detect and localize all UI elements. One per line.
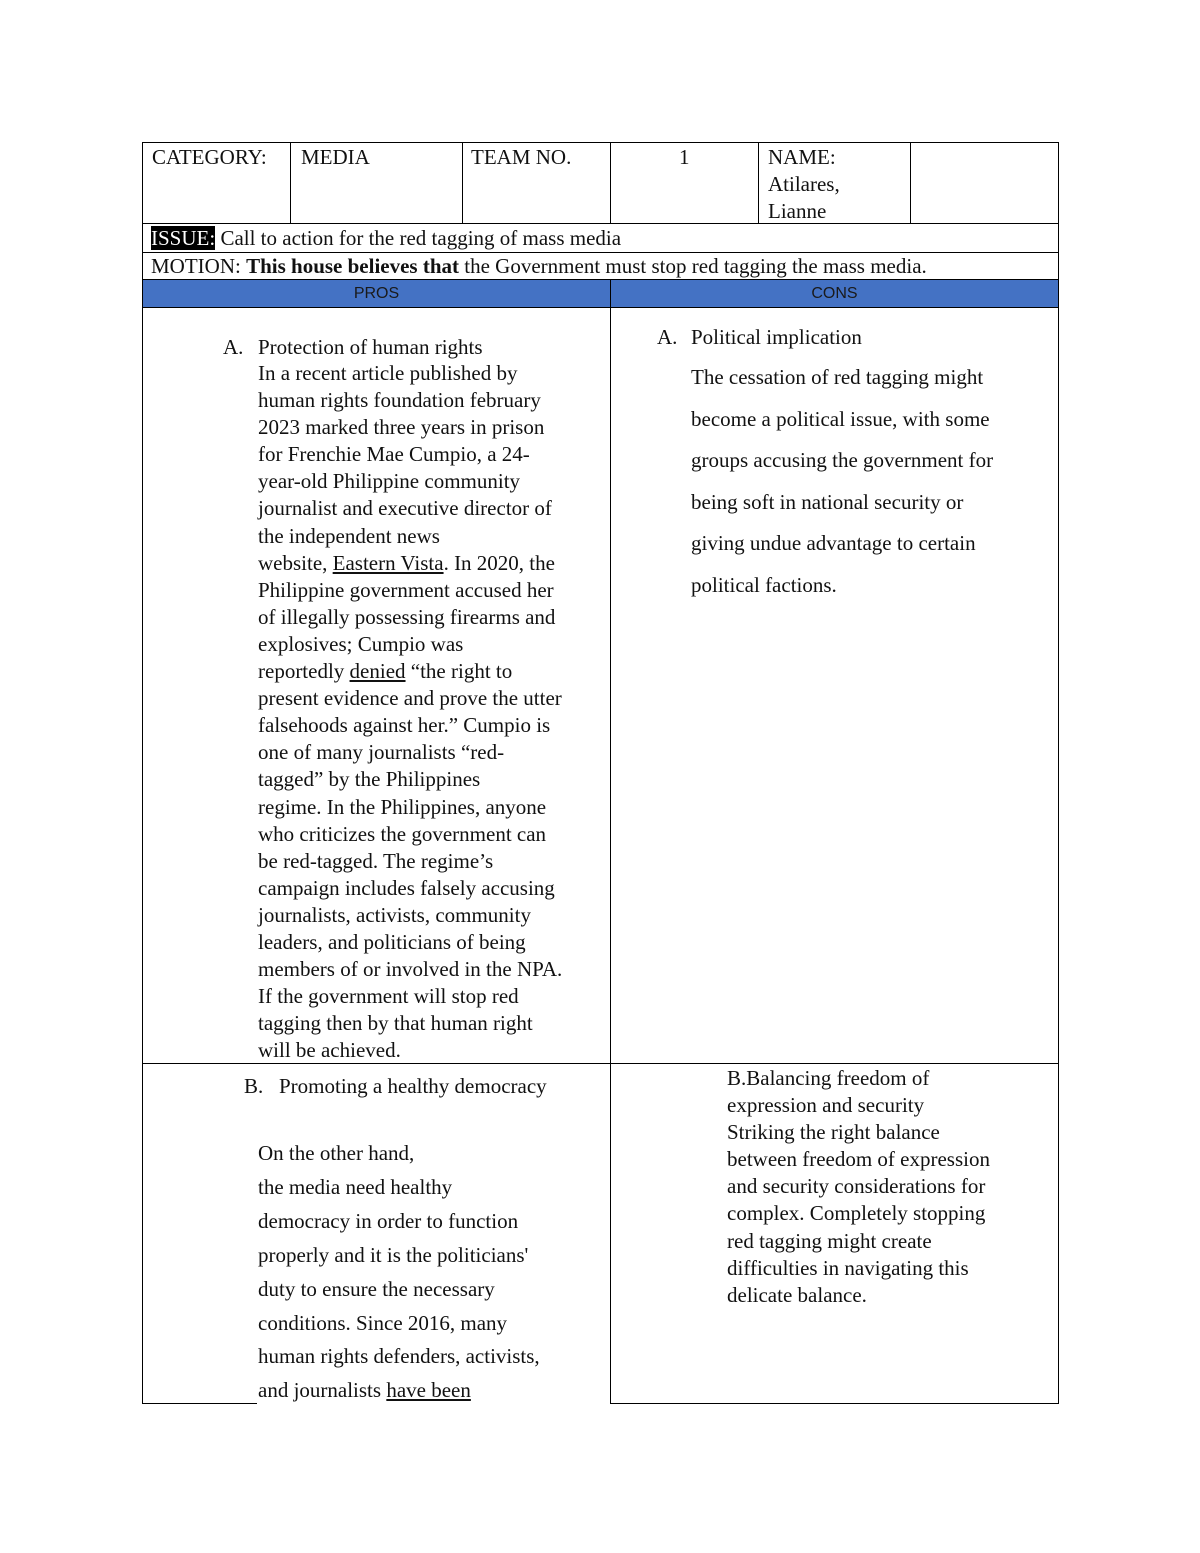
cons-b-body: B.Balancing freedom of expression and security Striking the right balance between freedom of expression and security considerations for complex. Completely stopping red tagging might create difficulties in navigating this delicate balance. [727,1066,990,1307]
motion-bold: This house believes that [246,254,460,278]
category-label: CATEGORY: [152,145,267,169]
pros-a-body-2: . In 2020, the Philippine government accused her of illegally possessing firearms and explosives; Cumpio was reportedly [258,550,556,684]
border-r1-c5 [910,142,911,224]
pros-b-marker: B. [244,1074,264,1098]
border-right [1058,142,1059,1404]
motion-row [151,253,927,280]
pros-a-marker: A. [223,335,244,359]
cons-a-body: The cessation of red tagging might become a political issue, with some groups accusing the government for being soft in national security or giving undue advantage to certain political factions. [691,365,994,597]
border-row1-bottom [142,223,1059,224]
team-value: 1 [679,145,690,169]
name-line-2: Atilares, [768,172,840,196]
issue-label: ISSUE: [151,226,216,250]
cons-a-title: Political implication [691,325,862,349]
border-r1-c4 [758,142,759,224]
pros-a-body [258,360,608,1064]
team-label: TEAM NO. [471,145,572,169]
pros-a-body-3: “the right to present evidence and prove the utter falsehoods against her.” Cumpio is one of many journalists “red- tagged” by the Philippines regime. In the Philippines, anyone who criticizes the government can be red-tagged. The regime’s campaign includes falsely accusing journalists, activists, community leaders, and politicians of being members of or involved in the NPA. If the government will stop red tagging then by that human right will be achieved. [258,659,563,1063]
name-label: NAME: [768,145,836,169]
denied-link[interactable]: denied [349,659,406,684]
issue-row [151,225,621,252]
pros-b-body-text: On the other hand, the media need healthy democracy in order to function properly and it is the politicians' duty to ensure the necessary conditions. Since 2016, many human rights defenders, activists, and journalists [258,1141,540,1403]
cons-header: CONS [811,285,858,302]
motion-label: MOTION: [151,254,247,278]
border-r1-c2 [462,142,463,224]
pros-a-body-1: In a recent article published by human rights foundation february 2023 marked three years in prison for Frenchie Mae Cumpio, a 24- year-old Philippine community journalist and executive director of the independent news website, [258,361,552,575]
motion-text: the Government must stop red tagging the mass media. [459,254,927,278]
border-bottom-left [142,1403,257,1404]
border-r1-c3 [610,142,611,224]
category-value: MEDIA [301,145,370,169]
pros-b-body [258,1137,603,1408]
issue-text: Call to action for the red tagging of mass media [215,226,622,250]
pros-b-title: Promoting a healthy democracy [279,1074,547,1098]
border-top [142,142,1059,143]
pros-a-title: Protection of human rights [258,335,483,359]
have-been-link[interactable]: have been [386,1378,471,1403]
border-header-bottom [142,307,1059,308]
border-bottom-right [610,1403,1059,1404]
border-col-split [610,279,611,1404]
border-r1-c1 [290,142,291,224]
pros-header: PROS [353,285,400,302]
cons-a-marker: A. [657,325,678,349]
border-left [142,142,143,1404]
name-line-3: Lianne [768,199,827,223]
eastern-vista-link[interactable]: Eastern Vista [332,550,444,575]
